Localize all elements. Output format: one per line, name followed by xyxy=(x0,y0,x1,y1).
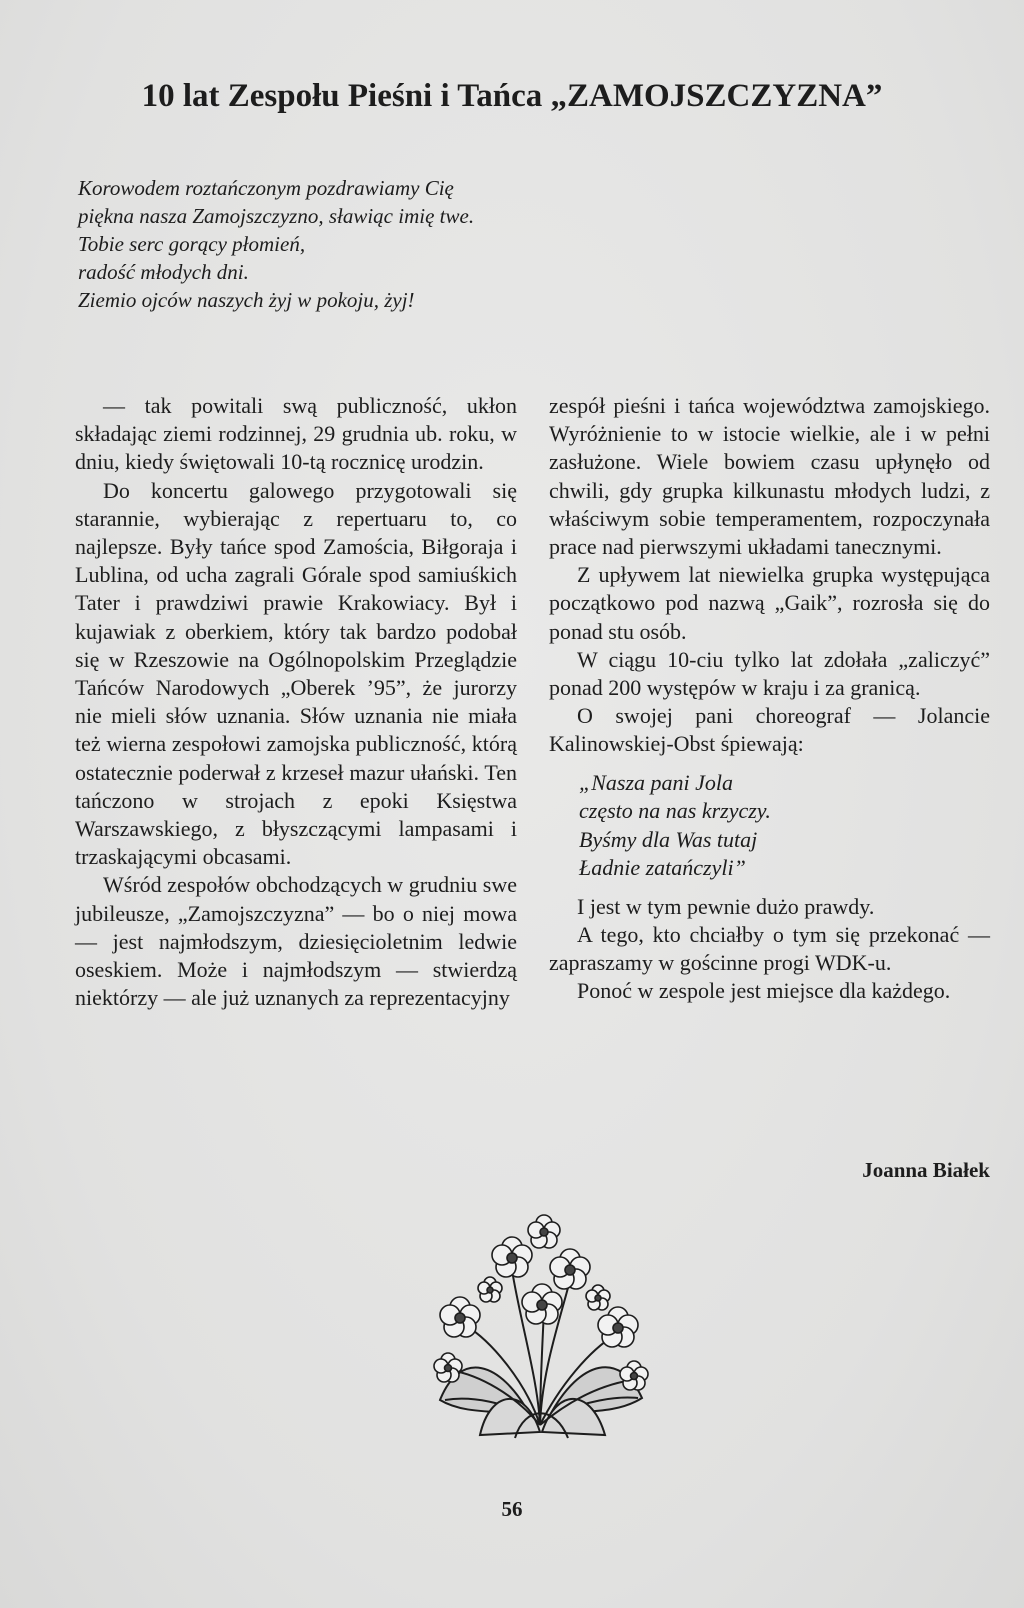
poem-line: Ziemio ojców naszych żyj w pokoju, żyj! xyxy=(78,288,415,312)
primrose-flower-icon xyxy=(420,1210,660,1440)
poem-line: Korowodem roztańczonym pozdrawiamy Cię xyxy=(78,176,454,200)
paragraph: Ponoć w zespole jest miejsce dla każdego. xyxy=(577,978,951,1004)
paragraph: Wśród zespołów obchodzących w grudniu swe jubileusze, „Zamojszczyzna” — bo o niej mowa — jest najmłodszym, dziesięcioletnim ledwie oseskiem. Może i najmłodszym — stwierdzą niektórzy — ale już uznanych za reprezentacyjny xyxy=(75,872,517,1011)
poem-line: piękna nasza Zamojszczyzno, sławiąc imię twe. xyxy=(78,204,475,228)
paragraph: O swojej pani choreograf — Jolancie Kalinowskiej-Obst śpiewają: xyxy=(549,703,990,757)
page-number: 56 xyxy=(501,1497,523,1521)
paragraph: — tak powitali swą publiczność, ukłon składając ziemi rodzinnej, 29 grudnia ub. roku, w dniu, kiedy świętowali 10-tą rocznicę urodzin. xyxy=(75,393,517,475)
paragraph: zespół pieśni i tańca województwa zamojskiego. Wyróżnienie to w istocie wielkie, ale i w pełni zasłużone. Wiele bowiem czasu upłynęło od chwili, gdy grupka kilkunastu młodych ludzi, z właściwym sobie temperamentem, rozpoczynała prace nad pierwszymi układami tanecznymi. xyxy=(549,393,990,560)
left-column xyxy=(75,392,517,1012)
article-title: 10 lat Zespołu Pieśni i Tańca „ZAMOJSZCZYZNA” xyxy=(141,78,883,114)
poem-line: radość młodych dni. xyxy=(78,260,249,284)
paragraph: W ciągu 10-ciu tylko lat zdołała „zaliczyć” ponad 200 występów w kraju i za granicą. xyxy=(549,646,990,701)
paragraph: Z upływem lat niewielka grupka występująca początkowo pod nazwą „Gaik”, rozrosła się do ponad stu osób. xyxy=(549,562,990,644)
song-quote xyxy=(579,769,990,883)
quote-line: często na nas krzyczy. xyxy=(579,798,771,824)
poem-line: Tobie serc gorący płomień, xyxy=(78,232,306,256)
quote-line: Byśmy dla Was tutaj xyxy=(579,826,758,852)
right-column xyxy=(549,392,990,1005)
opening-poem xyxy=(78,174,638,314)
paragraph: Do koncertu galowego przygotowali się starannie, wybierając z repertuaru to, co najlepsze. Były tańce spod Zamościa, Biłgoraja i Lublina, od ucha zagrali Górale spod samiuśkich Tater i prawdziwi prawie Krakowiacy. Był i kujawiak z oberkiem, który tak bardzo podobał się w Rzeszowie na Ogólnopolskim Przeglądzie Tańców Narodowych „Oberek ’95”, że jurorzy nie mieli słów uznania. Słów uznania nie miała też wierna zespołowi zamojska publiczność, którą ostatecznie poderwał z krzeseł mazur ułański. Ten tańczono w strojach z epoki Księstwa Warszawskiego, z błyszczącymi lampasami i trzaskającymi obcasami. xyxy=(75,477,517,870)
paragraph: A tego, kto chciałby o tym się przekonać — zapraszamy w gościnne progi WDK-u. xyxy=(549,921,990,976)
quote-line: Ładnie zatańczyli” xyxy=(579,855,746,881)
paragraph: I jest w tym pewnie dużo prawdy. xyxy=(577,893,875,919)
author-signature: Joanna Białek xyxy=(862,1158,990,1182)
quote-line: „Nasza pani Jola xyxy=(579,769,734,795)
